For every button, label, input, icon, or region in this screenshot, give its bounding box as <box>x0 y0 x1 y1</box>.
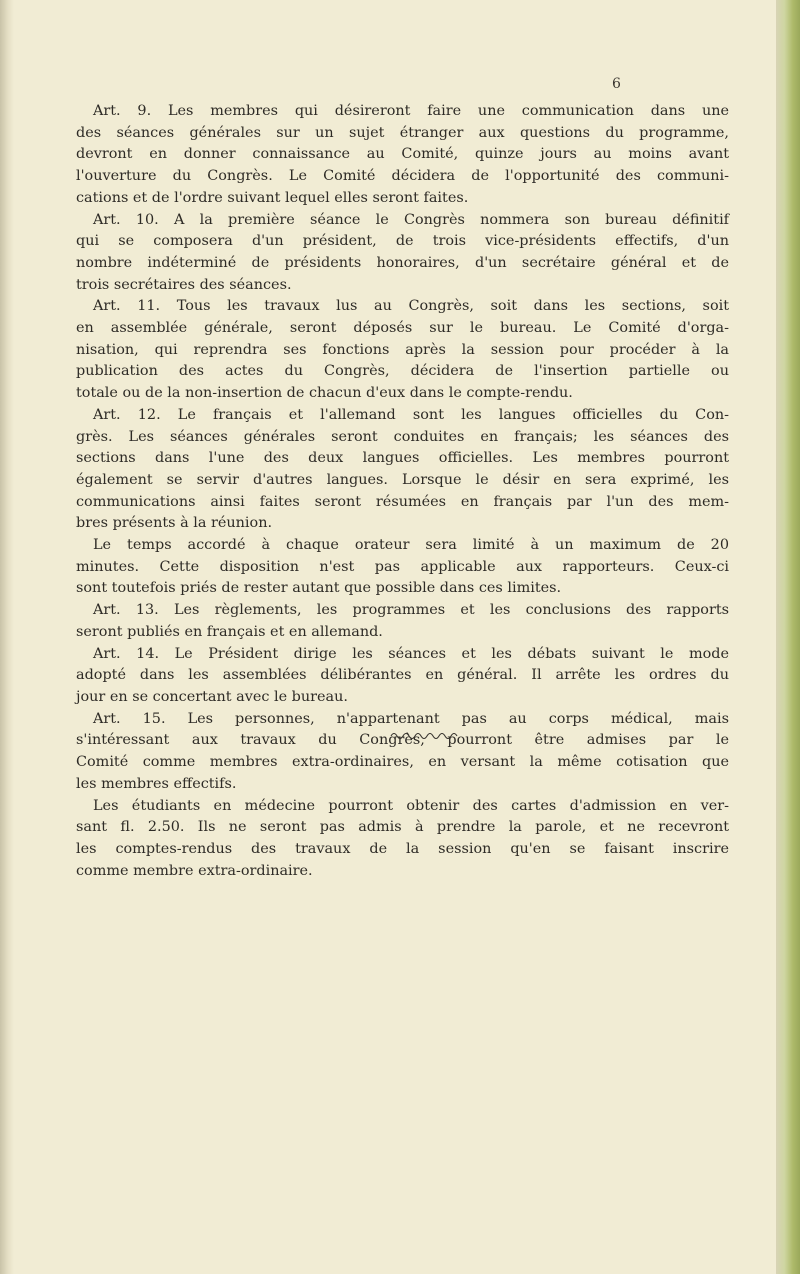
text-line: jour en se concertant avec le bureau. <box>76 688 348 705</box>
text-line: les comptes-rendus des travaux de la session qu'en se faisant inscrire <box>76 840 729 857</box>
text-line: sant fl. 2.50. Ils ne seront pas admis à prendre la parole, et ne recevront <box>76 819 729 836</box>
paragraph-art15 <box>76 709 729 796</box>
paragraph-art10 <box>76 210 729 297</box>
text-line: Le temps accordé à chaque orateur sera limité à un maximum de 20 <box>93 537 729 554</box>
text-line: Art. 14. Le Président dirige les séances et les débats suivant le mode <box>93 645 729 662</box>
text-line: également se servir d'autres langues. Lorsque le désir en sera exprimé, les <box>76 471 729 488</box>
end-ornament-icon <box>389 730 459 740</box>
text-line: s'intéressant aux travaux du Congrès, pourront être admises par le <box>76 732 729 749</box>
page-left-edge <box>0 0 14 1274</box>
text-line: sont toutefois priés de rester autant que possible dans ces limites. <box>76 580 562 597</box>
text-line: grès. Les séances générales seront conduites en français; les séances des <box>76 428 729 445</box>
paragraph-art9 <box>76 101 729 210</box>
text-line: nombre indéterminé de présidents honoraires, d'un secrétaire général et de <box>76 254 729 271</box>
text-line: les membres effectifs. <box>76 775 237 792</box>
text-line: seront publiés en français et en allemand. <box>76 623 383 640</box>
text-line: comme membre extra-ordinaire. <box>76 862 313 879</box>
page-number: 6 <box>612 76 621 92</box>
text-line: Art. 13. Les règlements, les programmes et les conclusions des rapports <box>93 602 729 619</box>
text-line: Art. 15. Les personnes, n'appartenant pas au corps médical, mais <box>93 710 729 727</box>
text-line: minutes. Cette disposition n'est pas applicable aux rapporteurs. Ceux-ci <box>76 558 729 575</box>
text-line: Art. 12. Le français et l'allemand sont les langues officielles du Con- <box>93 406 729 423</box>
text-line: en assemblée générale, seront déposés sur le bureau. Le Comité d'orga- <box>76 320 729 337</box>
page-right-edge <box>776 0 800 1274</box>
paragraph-art13 <box>76 600 729 643</box>
paragraph-art11 <box>76 296 729 405</box>
text-line: cations et de l'ordre suivant lequel elles seront faites. <box>76 189 469 206</box>
paragraph-art12b <box>76 535 729 600</box>
paragraph-art12 <box>76 405 729 535</box>
text-line: communications ainsi faites seront résumées en français par l'un des mem- <box>76 493 729 510</box>
text-line: trois secrétaires des séances. <box>76 276 292 293</box>
text-line: Comité comme membres extra-ordinaires, en versant la même cotisation que <box>76 754 729 771</box>
text-line: l'ouverture du Congrès. Le Comité décidera de l'opportunité des communi- <box>76 168 729 185</box>
text-line: Les étudiants en médecine pourront obtenir des cartes d'admission en ver- <box>93 797 729 814</box>
paragraph-art15b <box>76 796 729 883</box>
text-line: devront en donner connaissance au Comité, quinze jours au moins avant <box>76 146 729 163</box>
text-line: qui se composera d'un président, de trois vice-présidents effectifs, d'un <box>76 233 729 250</box>
text-line: publication des actes du Congrès, décidera de l'insertion partielle ou <box>76 363 729 380</box>
text-line: Art. 11. Tous les travaux lus au Congrès, soit dans les sections, soit <box>93 298 729 315</box>
text-line: Art. 9. Les membres qui désireront faire une communication dans une <box>93 103 729 119</box>
text-line: nisation, qui reprendra ses fonctions après la session pour procéder à la <box>76 341 729 358</box>
text-line: sections dans l'une des deux langues officielles. Les membres pourront <box>76 450 729 467</box>
paragraph-art14 <box>76 644 729 709</box>
text-line: Art. 10. A la première séance le Congrès nommera son bureau définitif <box>93 211 729 228</box>
text-line: totale ou de la non-insertion de chacun d'eux dans le compte-rendu. <box>76 385 573 402</box>
text-line: adopté dans les assemblées délibérantes en général. Il arrête les ordres du <box>76 667 729 684</box>
document-body <box>76 101 729 882</box>
text-line: des séances générales sur un sujet étranger aux questions du programme, <box>76 124 729 141</box>
text-line: bres présents à la réunion. <box>76 515 273 532</box>
